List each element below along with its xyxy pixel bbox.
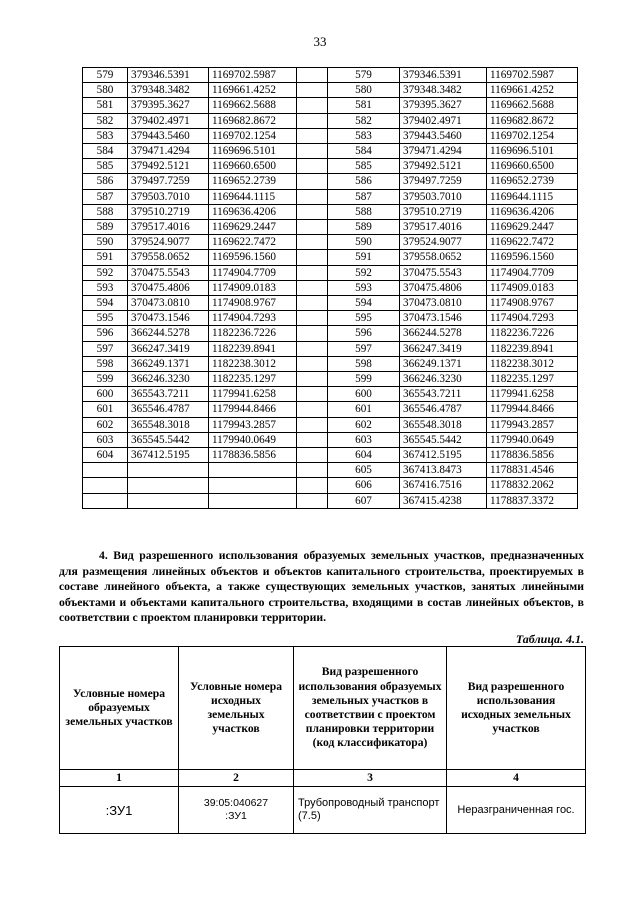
- x-coordinate: 379348.3482: [400, 83, 487, 98]
- x-coordinate: [128, 493, 209, 508]
- point-number: 587: [328, 189, 400, 204]
- table-row: [83, 432, 578, 447]
- y-coordinate: [209, 478, 297, 493]
- point-number: 604: [328, 448, 400, 463]
- point-number: 595: [83, 311, 128, 326]
- source-plot-number: [179, 787, 294, 834]
- y-coordinate: 1174909.0183: [209, 280, 297, 295]
- y-coordinate: 1174904.7709: [487, 265, 578, 280]
- y-coordinate: 1178831.4546: [487, 463, 578, 478]
- y-coordinate: 1169644.1115: [209, 189, 297, 204]
- point-number: 600: [328, 387, 400, 402]
- x-coordinate: 379346.5391: [400, 68, 487, 83]
- x-coordinate: 370475.5543: [400, 265, 487, 280]
- land-use-table: [59, 646, 586, 834]
- x-coordinate: 379395.3627: [400, 98, 487, 113]
- x-coordinate: 365546.4787: [400, 402, 487, 417]
- x-coordinate: 379443.5460: [400, 128, 487, 143]
- header-new-plots: Условные номера образуемых земельных участков: [60, 647, 179, 770]
- x-coordinate: 379443.5460: [128, 128, 209, 143]
- x-coordinate: 366249.1371: [400, 356, 487, 371]
- x-coordinate: 379402.4971: [400, 113, 487, 128]
- x-coordinate: 379524.9077: [400, 235, 487, 250]
- point-number: 596: [83, 326, 128, 341]
- empty-cell: [297, 83, 328, 98]
- y-coordinate: 1179944.8466: [209, 402, 297, 417]
- point-number: 586: [83, 174, 128, 189]
- empty-cell: [297, 68, 328, 83]
- x-coordinate: 366249.1371: [128, 356, 209, 371]
- x-coordinate: 370473.1546: [128, 311, 209, 326]
- point-number: 602: [83, 417, 128, 432]
- x-coordinate: [128, 463, 209, 478]
- point-number: 595: [328, 311, 400, 326]
- table-row: [83, 493, 578, 508]
- y-coordinate: 1182239.8941: [487, 341, 578, 356]
- y-coordinate: 1182236.7226: [487, 326, 578, 341]
- x-coordinate: 367412.5195: [400, 448, 487, 463]
- empty-cell: [297, 128, 328, 143]
- y-coordinate: 1182239.8941: [209, 341, 297, 356]
- point-number: 591: [328, 250, 400, 265]
- y-coordinate: 1169596.1560: [487, 250, 578, 265]
- table-row: [60, 787, 586, 834]
- table-row: [83, 113, 578, 128]
- x-coordinate: 365546.4787: [128, 402, 209, 417]
- empty-cell: [297, 189, 328, 204]
- point-number: 580: [83, 83, 128, 98]
- table-caption: Таблица. 4.1.: [515, 632, 584, 646]
- point-number: 601: [328, 402, 400, 417]
- x-coordinate: 370473.0810: [400, 296, 487, 311]
- point-number: 588: [328, 204, 400, 219]
- empty-cell: [297, 235, 328, 250]
- table-row: [83, 128, 578, 143]
- y-coordinate: 1178836.5856: [487, 448, 578, 463]
- point-number: 602: [328, 417, 400, 432]
- empty-cell: [297, 372, 328, 387]
- header-current-use: Вид разрешенного использования исходных земельных участков: [447, 647, 586, 770]
- table-row: [83, 204, 578, 219]
- y-coordinate: 1169682.8672: [209, 113, 297, 128]
- point-number: 583: [328, 128, 400, 143]
- x-coordinate: 379517.4016: [400, 220, 487, 235]
- empty-cell: [297, 220, 328, 235]
- table-row: [83, 159, 578, 174]
- point-number: 598: [83, 356, 128, 371]
- point-number: 581: [83, 98, 128, 113]
- table-row: [83, 478, 578, 493]
- y-coordinate: 1174904.7293: [209, 311, 297, 326]
- point-number: 585: [328, 159, 400, 174]
- x-coordinate: 379492.5121: [400, 159, 487, 174]
- x-coordinate: 365545.5442: [400, 432, 487, 447]
- empty-cell: [297, 144, 328, 159]
- y-coordinate: 1179943.2857: [487, 417, 578, 432]
- x-coordinate: 370473.1546: [400, 311, 487, 326]
- empty-cell: [297, 159, 328, 174]
- x-coordinate: 366244.5278: [128, 326, 209, 341]
- table-row: [83, 220, 578, 235]
- table-row: [83, 311, 578, 326]
- point-number: 592: [328, 265, 400, 280]
- y-coordinate: 1178837.3372: [487, 493, 578, 508]
- empty-cell: [297, 265, 328, 280]
- x-coordinate: 365543.7211: [128, 387, 209, 402]
- x-coordinate: [128, 478, 209, 493]
- x-coordinate: 365545.5442: [128, 432, 209, 447]
- y-coordinate: 1178832.2062: [487, 478, 578, 493]
- y-coordinate: 1174904.7293: [487, 311, 578, 326]
- section-4-text: 4. Вид разрешенного использования образуемых земельных участков, предназначенных для размещения линейных объектов и объектов капитального строительства, проектируемых в составе линейного объекта, а также существующих земельных участков, занятых линейными объектами и объектами капитального строительства, входящими в состав линейных объектов, в соответствии с проектом планировки территории.: [59, 549, 584, 625]
- empty-cell: [297, 341, 328, 356]
- x-coordinate: 367413.8473: [400, 463, 487, 478]
- x-coordinate: 365543.7211: [400, 387, 487, 402]
- y-coordinate: 1174908.9767: [209, 296, 297, 311]
- y-coordinate: 1169702.5987: [209, 68, 297, 83]
- x-coordinate: 379348.3482: [128, 83, 209, 98]
- empty-cell: [297, 417, 328, 432]
- y-coordinate: 1179944.8466: [487, 402, 578, 417]
- x-coordinate: 379510.2719: [400, 204, 487, 219]
- y-coordinate: 1169661.4252: [209, 83, 297, 98]
- y-coordinate: 1174908.9767: [487, 296, 578, 311]
- y-coordinate: 1169661.4252: [487, 83, 578, 98]
- y-coordinate: 1174909.0183: [487, 280, 578, 295]
- x-coordinate: 379497.7259: [128, 174, 209, 189]
- y-coordinate: 1179941.6258: [487, 387, 578, 402]
- empty-cell: [297, 113, 328, 128]
- column-index: 1: [60, 770, 179, 787]
- y-coordinate: 1169696.5101: [487, 144, 578, 159]
- table-row: [83, 448, 578, 463]
- point-number: 584: [83, 144, 128, 159]
- y-coordinate: 1182236.7226: [209, 326, 297, 341]
- x-coordinate: 379503.7010: [128, 189, 209, 204]
- y-coordinate: 1182235.1297: [487, 372, 578, 387]
- x-coordinate: 366246.3230: [400, 372, 487, 387]
- header-source-plots: Условные номера исходных земельных участков: [179, 647, 294, 770]
- y-coordinate: 1169636.4206: [209, 204, 297, 219]
- x-coordinate: 365548.3018: [128, 417, 209, 432]
- point-number: 605: [328, 463, 400, 478]
- point-number: 593: [83, 280, 128, 295]
- point-number: 600: [83, 387, 128, 402]
- table-row: [83, 326, 578, 341]
- y-coordinate: 1169702.5987: [487, 68, 578, 83]
- point-number: 594: [83, 296, 128, 311]
- point-number: 579: [83, 68, 128, 83]
- point-number: 607: [328, 493, 400, 508]
- x-coordinate: 379524.9077: [128, 235, 209, 250]
- table-row: [83, 356, 578, 371]
- point-number: 601: [83, 402, 128, 417]
- y-coordinate: 1169660.6500: [487, 159, 578, 174]
- point-number: 594: [328, 296, 400, 311]
- empty-cell: [297, 463, 328, 478]
- x-coordinate: 379346.5391: [128, 68, 209, 83]
- y-coordinate: 1169622.7472: [487, 235, 578, 250]
- y-coordinate: 1179943.2857: [209, 417, 297, 432]
- y-coordinate: 1169629.2447: [487, 220, 578, 235]
- x-coordinate: 366247.3419: [128, 341, 209, 356]
- y-coordinate: 1169702.1254: [487, 128, 578, 143]
- table-row: [83, 174, 578, 189]
- column-index: 4: [447, 770, 586, 787]
- point-number: 583: [83, 128, 128, 143]
- empty-cell: [297, 280, 328, 295]
- y-coordinate: 1169652.2739: [209, 174, 297, 189]
- table-row: [83, 83, 578, 98]
- point-number: 587: [83, 189, 128, 204]
- x-coordinate: 367416.7516: [400, 478, 487, 493]
- x-coordinate: 379402.4971: [128, 113, 209, 128]
- source-plot-label: :ЗУ1: [225, 810, 247, 822]
- x-coordinate: 379558.0652: [400, 250, 487, 265]
- empty-cell: [297, 432, 328, 447]
- point-number: 582: [328, 113, 400, 128]
- point-number: 599: [328, 372, 400, 387]
- point-number: [83, 478, 128, 493]
- point-number: 579: [328, 68, 400, 83]
- point-number: 597: [83, 341, 128, 356]
- x-coordinate: 370475.4806: [128, 280, 209, 295]
- new-plot-number: :ЗУ1: [60, 787, 179, 834]
- point-number: 580: [328, 83, 400, 98]
- x-coordinate: 379503.7010: [400, 189, 487, 204]
- planned-use: Трубопроводный транспорт (7.5): [294, 787, 447, 834]
- point-number: 593: [328, 280, 400, 295]
- table-row: [83, 189, 578, 204]
- x-coordinate: 370473.0810: [128, 296, 209, 311]
- empty-cell: [297, 204, 328, 219]
- point-number: [83, 463, 128, 478]
- x-coordinate: 366247.3419: [400, 341, 487, 356]
- point-number: 586: [328, 174, 400, 189]
- point-number: [83, 493, 128, 508]
- table-row: [83, 463, 578, 478]
- table-row: [83, 98, 578, 113]
- y-coordinate: 1174904.7709: [209, 265, 297, 280]
- y-coordinate: 1169596.1560: [209, 250, 297, 265]
- point-number: 590: [328, 235, 400, 250]
- table-row: [83, 387, 578, 402]
- x-coordinate: 379471.4294: [400, 144, 487, 159]
- x-coordinate: 366246.3230: [128, 372, 209, 387]
- y-coordinate: 1169682.8672: [487, 113, 578, 128]
- point-number: 597: [328, 341, 400, 356]
- point-number: 592: [83, 265, 128, 280]
- page-number: 33: [313, 34, 327, 49]
- point-number: 589: [83, 220, 128, 235]
- point-number: 585: [83, 159, 128, 174]
- x-coordinate: 379471.4294: [128, 144, 209, 159]
- y-coordinate: 1169644.1115: [487, 189, 578, 204]
- point-number: 598: [328, 356, 400, 371]
- y-coordinate: [209, 493, 297, 508]
- x-coordinate: 379497.7259: [400, 174, 487, 189]
- point-number: 603: [83, 432, 128, 447]
- x-coordinate: 367412.5195: [128, 448, 209, 463]
- x-coordinate: 367415.4238: [400, 493, 487, 508]
- y-coordinate: 1182238.3012: [209, 356, 297, 371]
- y-coordinate: 1178836.5856: [209, 448, 297, 463]
- empty-cell: [297, 98, 328, 113]
- x-coordinate: 379510.2719: [128, 204, 209, 219]
- empty-cell: [297, 250, 328, 265]
- column-index: 2: [179, 770, 294, 787]
- coordinates-table: [82, 67, 578, 509]
- table-row: [83, 296, 578, 311]
- column-index: 3: [294, 770, 447, 787]
- table-row: [83, 265, 578, 280]
- table-row: [83, 250, 578, 265]
- y-coordinate: 1179940.0649: [487, 432, 578, 447]
- y-coordinate: 1169662.5688: [487, 98, 578, 113]
- x-coordinate: 366244.5278: [400, 326, 487, 341]
- y-coordinate: 1182238.3012: [487, 356, 578, 371]
- y-coordinate: 1179940.0649: [209, 432, 297, 447]
- table-row: [83, 68, 578, 83]
- y-coordinate: 1179941.6258: [209, 387, 297, 402]
- x-coordinate: 370475.5543: [128, 265, 209, 280]
- y-coordinate: 1169652.2739: [487, 174, 578, 189]
- empty-cell: [297, 402, 328, 417]
- current-use: Неразграниченная гос.: [447, 787, 586, 834]
- point-number: 590: [83, 235, 128, 250]
- point-number: 599: [83, 372, 128, 387]
- header-planned-use: Вид разрешенного использования образуемых земельных участков в соответствии с проектом планировки территории (код классификатора): [294, 647, 447, 770]
- table-row: [83, 402, 578, 417]
- y-coordinate: 1169622.7472: [209, 235, 297, 250]
- x-coordinate: 379517.4016: [128, 220, 209, 235]
- point-number: 591: [83, 250, 128, 265]
- empty-cell: [297, 448, 328, 463]
- y-coordinate: 1169662.5688: [209, 98, 297, 113]
- empty-cell: [297, 311, 328, 326]
- x-coordinate: 365548.3018: [400, 417, 487, 432]
- point-number: 581: [328, 98, 400, 113]
- empty-cell: [297, 493, 328, 508]
- x-coordinate: 379395.3627: [128, 98, 209, 113]
- point-number: 596: [328, 326, 400, 341]
- table-row: [83, 341, 578, 356]
- empty-cell: [297, 387, 328, 402]
- empty-cell: [297, 174, 328, 189]
- table-row: [83, 235, 578, 250]
- y-coordinate: 1169629.2447: [209, 220, 297, 235]
- y-coordinate: 1169696.5101: [209, 144, 297, 159]
- y-coordinate: 1182235.1297: [209, 372, 297, 387]
- y-coordinate: 1169636.4206: [487, 204, 578, 219]
- empty-cell: [297, 478, 328, 493]
- table-row: [83, 417, 578, 432]
- y-coordinate: 1169702.1254: [209, 128, 297, 143]
- empty-cell: [297, 296, 328, 311]
- table-row: [83, 144, 578, 159]
- point-number: 584: [328, 144, 400, 159]
- x-coordinate: 379492.5121: [128, 159, 209, 174]
- point-number: 589: [328, 220, 400, 235]
- table-row: [83, 280, 578, 295]
- y-coordinate: 1169660.6500: [209, 159, 297, 174]
- point-number: 582: [83, 113, 128, 128]
- empty-cell: [297, 356, 328, 371]
- point-number: 588: [83, 204, 128, 219]
- y-coordinate: [209, 463, 297, 478]
- section-4-heading: [59, 548, 584, 626]
- x-coordinate: 370475.4806: [400, 280, 487, 295]
- empty-cell: [297, 326, 328, 341]
- table-row: [83, 372, 578, 387]
- point-number: 606: [328, 478, 400, 493]
- point-number: 603: [328, 432, 400, 447]
- point-number: 604: [83, 448, 128, 463]
- source-plot-cadastral: 39:05:040627: [203, 797, 269, 809]
- x-coordinate: 379558.0652: [128, 250, 209, 265]
